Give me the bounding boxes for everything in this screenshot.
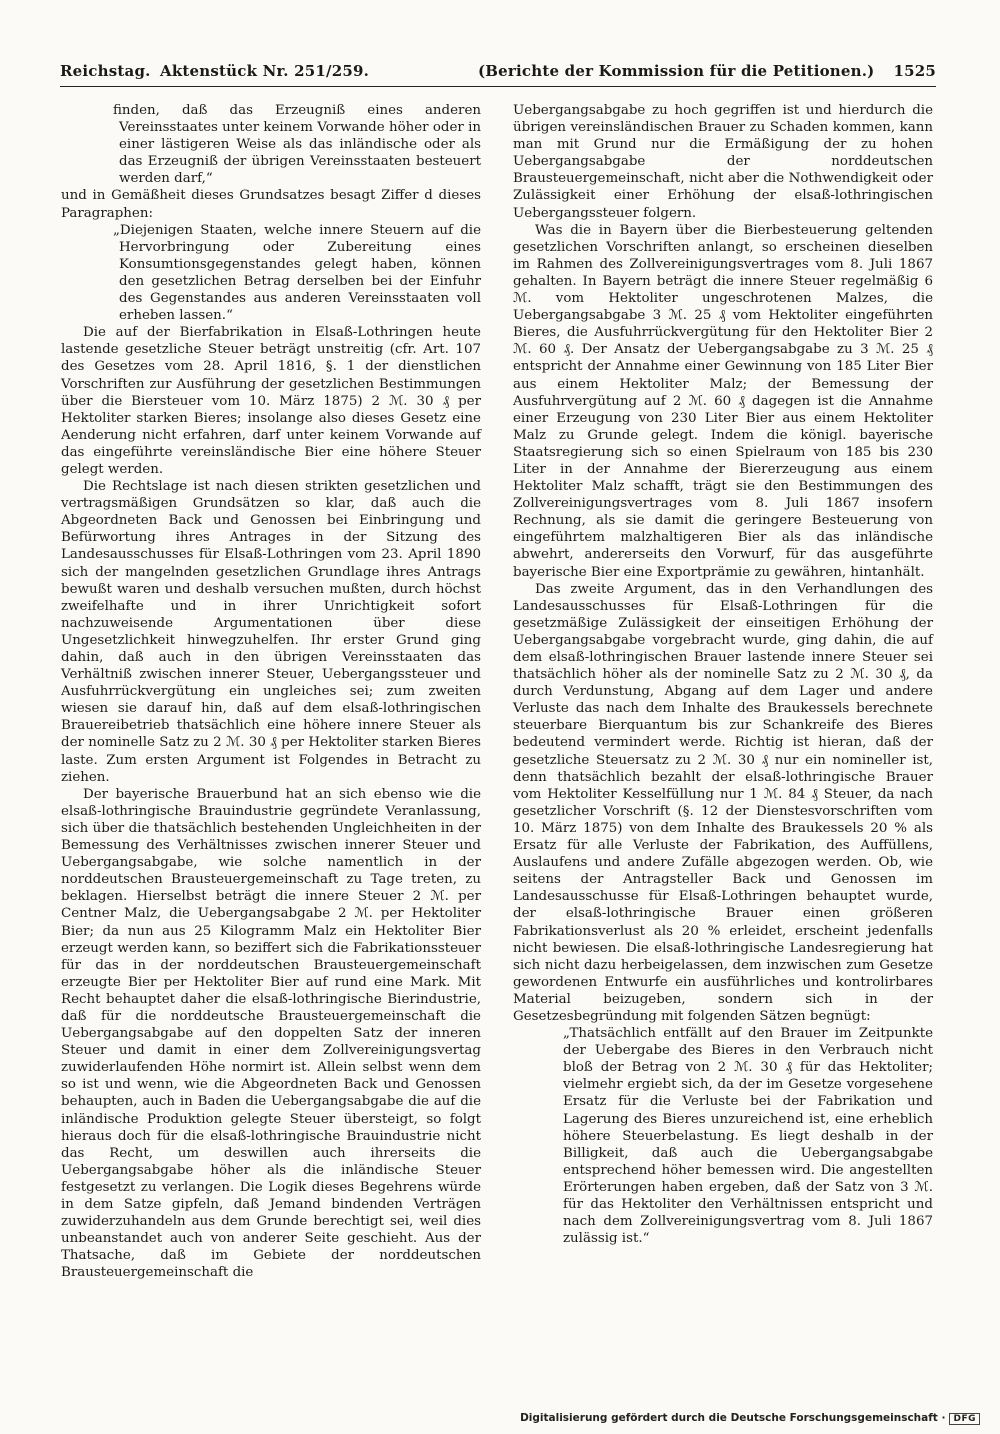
paragraph: und in Gemäßheit dieses Grundsatzes besagt Ziffer d dieses Paragraphen: <box>61 188 481 221</box>
header-document: Aktenstück Nr. 251/259. <box>160 62 370 80</box>
right-text-column <box>513 102 933 1247</box>
page-number: 1525 <box>893 62 936 80</box>
paragraph: Das zweite Argument, das in den Verhandlungen des Landesausschusses für Elsaß-Lothringen für die gesetzmäßige Zulässigkeit der einseitigen Erhöhung der Uebergangsabgabe vorgebracht wurde, ging dahin, die auf dem elsaß-lothringischen Brauer lastende innere Steuer sei thatsächlich höher als der nominelle Satz zu 2 ℳ. 30 ₰, da durch Verdunstung, Abgang auf dem Lager und andere Verluste das nach dem Inhalte des Braukessels berechnete steuerbare Bierquantum bis zur Schankreife des Bieres bedeutend vermindert werde. Richtig ist hieran, daß der gesetzliche Steuersatz zu 2 ℳ. 30 ₰ nur ein nomineller ist, denn thatsächlich bezahlt der elsaß-lothringische Brauer vom Hektoliter Kesselfüllung nur 1 ℳ. 84 ₰ Steuer, da nach gesetzlicher Vorschrift (§. 12 der Dienstesvorschriften vom 10. März 1875) von dem Inhalte des Braukessels 20 % als Ersatz für alle Verluste der Fabrikation, des Auffüllens, Auslaufens und andere Zufälle abgezogen werden. Ob, wie seitens der Antragsteller Back und Genossen im Landesausschusse für Elsaß-Lothringen behauptet wurde, der elsaß-lothringische Brauer einen größeren Fabrikationsverlust als 20 % erleidet, erscheint jedenfalls nicht bewiesen. Die elsaß-lothringische Landesregierung hat sich nicht dazu herbeigelassen, dem inzwischen zum Gesetze gewordenen Entwurfe ein ausführliches und kontrolirbares Material beizugeben, sondern sich in der Gesetzesbegründung mit folgenden Sätzen begnügt: <box>513 581 933 1024</box>
dfg-logo: DFG <box>949 1413 980 1425</box>
left-text-column <box>61 102 481 1281</box>
paragraph: „Thatsächlich entfällt auf den Brauer im Zeitpunkte der Uebergabe des Bieres in den Verbrauch nicht bloß der Betrag von 2 ℳ. 30 ₰ für das Hektoliter; vielmehr ergiebt sich, da der im Gesetze vorgesehene Ersatz für die Verluste bei der Fabrikation und Lagerung des Bieres unzureichend ist, eine erheblich höhere Steuerbelastung. Es liegt deshalb in der Billigkeit, daß auch die Uebergangsabgabe entsprechend höher bemessen wird. Die angestellten Erörterungen haben ergeben, daß der Satz von 3 ℳ. für das Hektoliter den Verhältnissen entspricht und nach dem Zollvereinigungsvertrag vom 8. Juli 1867 zulässig ist.“ <box>563 1026 933 1247</box>
header-subject: (Berichte der Kommission für die Petitionen.) <box>478 62 875 80</box>
paragraph: Der bayerische Brauerbund hat an sich ebenso wie die elsaß-lothringische Brauindustrie gegründete Veranlassung, sich über die thatsächlich bestehenden Ungleichheiten in der Bemessung des Verhältnisses zwischen innerer Steuer und Uebergangsabgabe, wie solche namentlich in der norddeutschen Brausteuergemeinschaft zu Tage treten, zu beklagen. Hierselbst beträgt die innere Steuer 2 ℳ. per Centner Malz, die Uebergangsabgabe 2 ℳ. per Hektoliter Bier; da nun aus 25 Kilogramm Malz ein Hektoliter Bier erzeugt werden kann, so beziffert sich die Fabrikationssteuer für das in der norddeutschen Brausteuergemeinschaft erzeugte Bier per Hektoliter Bier auf rund eine Mark. Mit Recht behauptet daher die elsaß-lothringische Bierindustrie, daß für die norddeutsche Brausteuergemeinschaft die Uebergangsabgabe auf den doppelten Satz der inneren Steuer und damit in einer dem Zollvereinigungsvertag zuwiderlaufenden Höhe normirt ist. Allein selbst wenn dem so ist und wenn, wie die Abgeordneten Back und Genossen behaupten, auch in Baden die Uebergangsabgabe die auf die inländische Produktion gelegte Steuer übersteigt, so folgt hieraus doch für die elsaß-lothringische Brauindustrie nicht das Recht, um deswillen auch ihrerseits die Uebergangsabgabe höher als die inländische Steuer festgesetzt zu verlangen. Die Logik dieses Begehrens würde in dem Satze gipfeln, daß Jemand bindenden Verträgen zuwiderzuhandeln aus dem Grunde berechtigt sei, weil dies unbeanstandet auch von anderer Seite geschieht. Aus der Thatsache, daß im Gebiete der norddeutschen Brausteuergemeinschaft die <box>61 786 481 1281</box>
paragraph: Uebergangsabgabe zu hoch gegriffen ist und hierdurch die übrigen vereinsländischen Brauer zu Schaden kommen, kann man mit Grund nur die Ermäßigung der zu hohen Uebergangsabgabe der norddeutschen Brausteuergemeinschaft, nicht aber die Nothwendigkeit oder Zulässigkeit einer Erhöhung der elsaß-lothringischen Uebergangssteuer folgern. <box>513 103 933 221</box>
paragraph: finden, daß das Erzeugniß eines anderen Vereinsstaates unter keinem Vorwande höher oder in einer lästigeren Weise als das inländische oder als das Erzeugniß der übrigen Vereinsstaaten besteuert werden darf,“ <box>113 103 481 187</box>
header-section: Reichstag. <box>60 62 151 80</box>
paragraph: Die Rechtslage ist nach diesen strikten gesetzlichen und vertragsmäßigen Grundsätzen so klar, daß auch die Abgeordneten Back und Genossen bei Einbringung und Befürwortung ihres Antrages in der Sitzung des Landesausschusses für Elsaß-Lothringen vom 23. April 1890 sich der mangelnden gesetzlichen Grundlage ihres Antrags bewußt waren und deshalb versuchen mußten, durch höchst zweifelhafte und in ihrer Unrichtigkeit sofort nachzuweisende Argumentationen über diese Ungesetzlichkeit hinwegzuhelfen. Ihr erster Grund ging dahin, daß auch in den übrigen Vereinsstaaten das Verhältniß zwischen innerer Steuer, Uebergangssteuer und Ausfuhrrückvergütung ein ungleiches sei; zum zweiten wiesen sie darauf hin, daß auf dem elsaß-lothringischen Brauereibetrieb thatsächlich eine höhere innere Steuer als der nominelle Satz zu 2 ℳ. 30 ₰ per Hektoliter starken Bieres laste. Zum ersten Argument ist Folgendes in Betracht zu ziehen. <box>61 479 481 785</box>
running-header <box>60 60 936 87</box>
paragraph: „Diejenigen Staaten, welche innere Steuern auf die Hervorbringung oder Zubereitung eines Konsumtionsgegenstandes gelegt haben, können den gesetzlichen Betrag derselben bei der Einfuhr des Gegenstandes aus anderen Vereinsstaaten voll erheben lassen.“ <box>113 222 481 324</box>
footer-credit <box>520 1412 980 1425</box>
paragraph: Was die in Bayern über die Bierbesteuerung geltenden gesetzlichen Vorschriften anlangt, so erscheinen dieselben im Rahmen des Zollvereinigungsvertrages vom 8. Juli 1867 gehalten. In Bayern beträgt die innere Steuer regelmäßig 6 ℳ. vom Hektoliter ungeschrotenen Malzes, die Uebergangsabgabe 3 ℳ. 25 ₰ vom Hektoliter eingeführten Bieres, die Ausfuhrrückvergütung für den Hektoliter Bier 2 ℳ. 60 ₰. Der Ansatz der Uebergangsabgabe zu 3 ℳ. 25 ₰ entspricht der Annahme einer Gewinnung von 185 Liter Bier aus einem Hektoliter Malz; der Bemessung der Ausfuhrvergütung auf 2 ℳ. 60 ₰ dagegen ist die Annahme einer Erzeugung von 230 Liter Bier aus einem Hektoliter Malz zu Grunde gelegt. Indem die königl. bayerische Staatsregierung sich so einen Spielraum von 185 bis 230 Liter in der Annahme der Biererzeugung aus einem Hektoliter Malz schafft, trägt sie den Bestimmungen des Zollvereinigungsvertrages vom 8. Juli 1867 insofern Rechnung, als sie damit die geringere Besteuerung von eingeführtem malzhaltigeren Bier als das inländische abwehrt, andererseits den Vorwurf, für das ausgeführte bayerische Bier eine Exportprämie zu gewähren, hintanhält. <box>513 222 933 580</box>
paragraph: Die auf der Bierfabrikation in Elsaß-Lothringen heute lastende gesetzliche Steuer beträgt unstreitig (cfr. Art. 107 des Gesetzes vom 28. April 1816, §. 1 der dienstlichen Vorschriften zur Ausführung der gesetzlichen Bestimmungen über die Biersteuer vom 10. März 1875) 2 ℳ. 30 ₰ per Hektoliter starken Bieres; insolange also dieses Gesetz eine Aenderung nicht erfahren, darf unter keinem Vorwande auf das eingeführte vereinsländische Bier eine höhere Steuer gelegt werden. <box>61 325 481 477</box>
footer-text: Digitalisierung gefördert durch die Deutsche Forschungsgemeinschaft · <box>520 1412 946 1424</box>
